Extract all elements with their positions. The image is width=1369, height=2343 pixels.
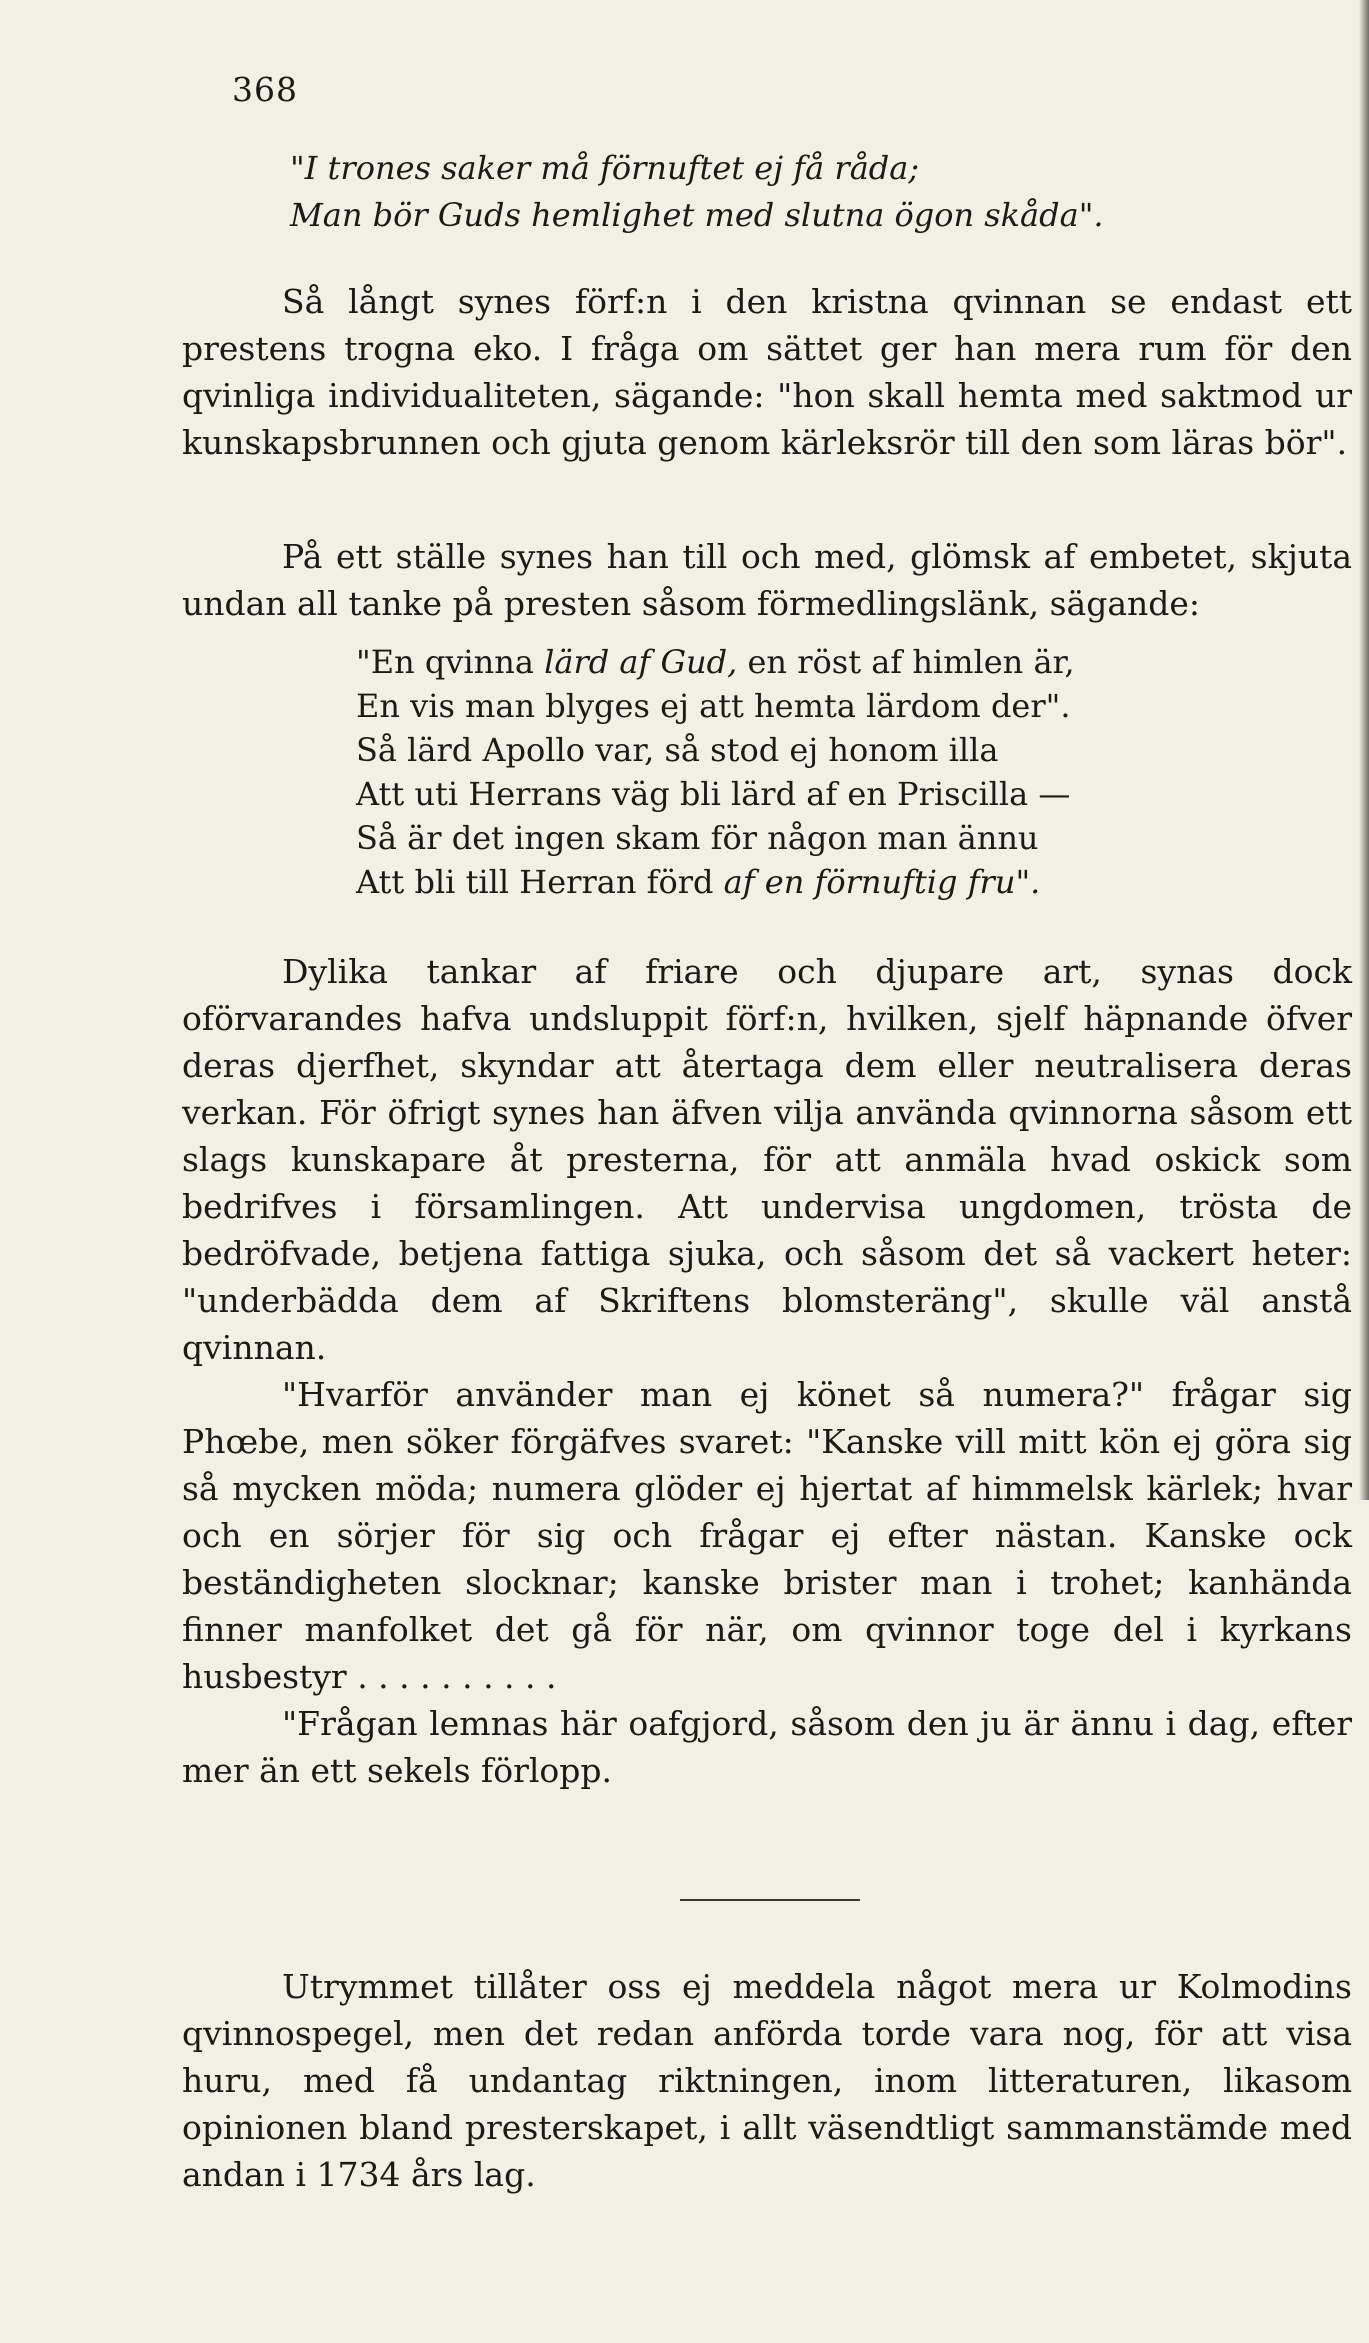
page-number: 368 [232,70,298,109]
text-block-1 [182,278,1352,466]
paragraph: "Frågan lemnas här oafgjord, såsom den ju är ännu i dag, efter mer än ett sekels förlopp. [182,1704,1352,1790]
paragraph: "Hvarför använder man ej könet så numera?" frågar sig Phœbe, men söker förgäfves svaret: "Kanske vill mitt kön ej göra sig så mycken möda; numera glöder ej hjertat af himmelsk kärlek; hvar och en sörjer för sig och frågar ej efter nästan. Kanske ock beständigheten slocknar; kanske brister man i trohet; kanhända finner manfolket det gå för när, om qvinnor toge del i kyrkans husbestyr . . . . . . . . . . [182,1375,1352,1696]
poem-text: en röst af himlen är, [737,643,1075,681]
poem-line-6 [356,860,1074,904]
paragraph: Utrymmet tillåter oss ej meddela något mera ur Kolmodins qvinnospegel, men det redan anförda torde vara nog, för att visa huru, med få undantag riktningen, inom litteraturen, likasom opinionen bland presterskapet, i allt väsendtligt sammanstämde med andan i 1734 års lag. [182,1967,1352,2194]
paragraph: På ett ställe synes han till och med, glömsk af embetet, skjuta undan all tanke på presten såsom förmedlingslänk, sägande: [182,537,1352,623]
poem-quote [356,640,1074,904]
poem-emphasis: af en förnuftig fru". [723,863,1041,901]
paragraph: Så långt synes förf:n i den kristna qvinnan se endast ett prestens trogna eko. I fråga om sättet ger han mera rum för den qvinliga individualiteten, sägande: "hon skall hemta med saktmod ur kunskapsbrunnen och gjuta genom kärleksrör till den som läras bör". [182,282,1352,462]
text-block-3 [182,948,1352,1794]
poem-line-5: Så är det ingen skam för någon man ännu [356,819,1039,857]
text-block-2 [182,533,1352,627]
motto-quote [290,145,1104,239]
motto-line-1: "I trones saker må förnuftet ej få råda; [290,149,920,187]
poem-line-4: Att uti Herrans väg bli lärd af en Priscilla — [356,775,1071,813]
poem-text: Att bli till Herran förd [356,863,724,901]
motto-line-2: Man bör Guds hemlighet med slutna ögon skåda". [290,196,1104,234]
poem-emphasis: lärd af Gud, [544,643,738,681]
poem-line-2: En vis man blyges ej att hemta lärdom der". [356,687,1071,725]
section-divider [680,1899,860,1901]
poem-line-3: Så lärd Apollo var, så stod ej honom illa [356,731,999,769]
poem-line-1 [356,640,1074,684]
page-edge-shadow [1359,0,1369,1500]
poem-text: "En qvinna [356,643,545,681]
paragraph: Dylika tankar af friare och djupare art, synas dock oförvarandes hafva undsluppit förf:n, hvilken, sjelf häpnande öfver deras djerfhet, skyndar att återtaga dem eller neutralisera deras verkan. För öfrigt synes han äfven vilja använda qvinnorna såsom ett slags kunskapare åt presterna, för att anmäla hvad oskick som bedrifves i församlingen. Att undervisa ungdomen, trösta de bedröfvade, betjena fattiga sjuka, och såsom det så vackert heter: "underbädda dem af Skriftens blomsteräng", skulle väl anstå qvinnan. [182,952,1352,1367]
text-block-4 [182,1963,1352,2198]
